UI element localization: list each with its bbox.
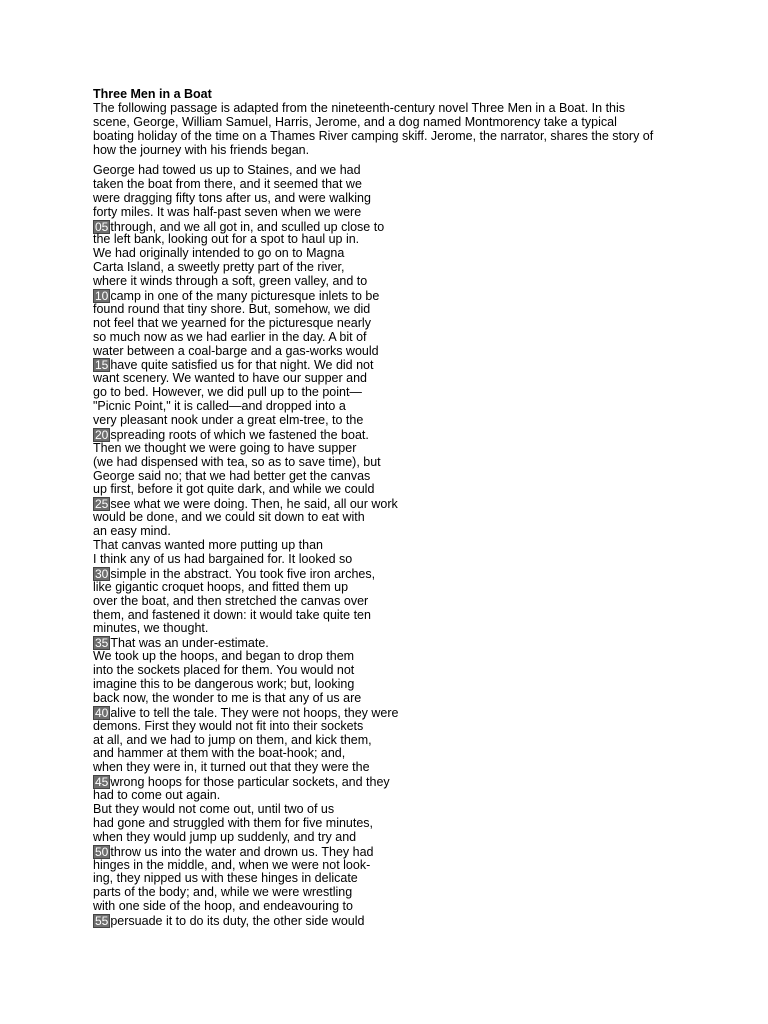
passage-line-text: at all, and we had to jump on them, and kick them, <box>93 732 372 747</box>
passage-line <box>93 914 683 928</box>
passage-line <box>93 581 683 595</box>
passage-line-text: hinges in the middle, and, when we were not look- <box>93 857 371 872</box>
passage-line <box>93 650 683 664</box>
line-number-badge: 20 <box>95 427 109 442</box>
passage-line-text: where it winds through a soft, green valley, and to <box>93 274 368 289</box>
passage-line-text: found round that tiny shore. But, somehow, we did <box>93 301 371 316</box>
passage-line-text: imagine this to be dangerous work; but, looking <box>93 676 355 691</box>
passage-line <box>93 358 683 372</box>
line-number-badge: 25 <box>95 497 109 512</box>
passage-line <box>93 595 683 609</box>
passage-line <box>93 678 683 692</box>
passage-line-text: Carta Island, a sweetly pretty part of the river, <box>93 260 345 275</box>
passage-line <box>93 845 683 859</box>
passage-line-text: had gone and struggled with them for five minutes, <box>93 815 374 830</box>
passage-line-text: But they would not come out, until two of us <box>93 801 335 816</box>
line-number-badge: 55 <box>95 914 109 929</box>
passage-line <box>93 178 683 192</box>
passage-line-text: persuade it to do its duty, the other side would <box>110 914 365 929</box>
passage-line-text: into the sockets placed for them. You would not <box>93 663 355 678</box>
passage-line-text: were dragging fifty tons after us, and were walking <box>93 190 371 205</box>
passage-line <box>93 317 683 331</box>
passage-line-text: minutes, we thought. <box>93 621 209 636</box>
passage-line-text: George had towed us up to Staines, and we had <box>93 163 361 177</box>
passage-line-text: We took up the hoops, and began to drop them <box>93 649 355 664</box>
passage-line <box>93 428 683 442</box>
intro-line: how the journey with his friends began. <box>93 143 310 157</box>
passage-line-text: That was an under-estimate. <box>110 636 269 651</box>
passage-line-text: not feel that we yearned for the picturesque nearly <box>93 315 371 330</box>
passage-line <box>93 164 683 178</box>
passage-line-text: want scenery. We wanted to have our supper and <box>93 371 368 386</box>
passage-line-text: back now, the wonder to me is that any of us are <box>93 690 362 705</box>
passage-line-text: very pleasant nook under a great elm-tree, to the <box>93 413 364 428</box>
passage-line <box>93 720 683 734</box>
passage-line-text: water between a coal-barge and a gas-works would <box>93 343 379 358</box>
document-page <box>93 87 683 928</box>
passage-line <box>93 220 683 234</box>
passage-line-text: parts of the body; and, while we were wrestling <box>93 885 353 900</box>
intro-line: boating holiday of the time on a Thames River camping skiff. Jerome, the narrator, shares the story of <box>93 129 654 143</box>
passage-line <box>93 789 683 803</box>
passage-line <box>93 275 683 289</box>
line-number-badge: 10 <box>95 289 109 304</box>
passage-line <box>93 831 683 845</box>
passage-line-text: the left bank, looking out for a spot to haul up in. <box>93 232 360 247</box>
passage-line-text: wrong hoops for those particular sockets, and they <box>110 775 390 790</box>
passage-line-text: simple in the abstract. You took five iron arches, <box>110 566 376 581</box>
passage-line-text: forty miles. It was half-past seven when we were <box>93 204 362 219</box>
passage-line <box>93 525 683 539</box>
line-number-badge: 35 <box>95 636 109 651</box>
passage-line <box>93 192 683 206</box>
passage-line-text: throw us into the water and drown us. They had <box>110 844 374 859</box>
passage-line-text: Then we thought we were going to have supper <box>93 440 357 455</box>
passage-line <box>93 664 683 678</box>
passage-line <box>93 414 683 428</box>
passage-line-text: George said no; that we had better get the canvas <box>93 468 371 483</box>
passage-line <box>93 567 683 581</box>
passage-line-text: I think any of us had bargained for. It looked so <box>93 551 353 566</box>
line-number-badge: 50 <box>95 844 109 859</box>
passage-line <box>93 233 683 247</box>
passage-line-text: when they were in, it turned out that they were the <box>93 760 370 775</box>
intro-line: scene, George, William Samuel, Harris, Jerome, and a dog named Montmorency take a typical <box>93 115 617 129</box>
intro-paragraph <box>93 101 683 157</box>
passage-line <box>93 859 683 873</box>
passage-line <box>93 483 683 497</box>
passage-line <box>93 400 683 414</box>
passage-line-text: That canvas wanted more putting up than <box>93 538 324 553</box>
passage-line <box>93 345 683 359</box>
passage-line-text: would be done, and we could sit down to eat with <box>93 510 365 525</box>
passage-line-text: alive to tell the tale. They were not hoops, they were <box>110 705 399 720</box>
passage-line <box>93 636 683 650</box>
passage-line <box>93 872 683 886</box>
passage-line <box>93 372 683 386</box>
passage-line <box>93 470 683 484</box>
line-number-badge: 40 <box>95 705 109 720</box>
line-number-badge: 05 <box>95 219 109 234</box>
passage-line <box>93 511 683 525</box>
passage-line <box>93 303 683 317</box>
line-number-badge: 45 <box>95 775 109 790</box>
passage-line-text: have quite satisfied us for that night. We did not <box>110 358 374 373</box>
passage-line <box>93 553 683 567</box>
passage-line-text: taken the boat from there, and it seemed that we <box>93 176 362 191</box>
passage-line <box>93 539 683 553</box>
passage-line <box>93 900 683 914</box>
passage-title: Three Men in a Boat <box>93 87 212 101</box>
passage-line-text: spreading roots of which we fastened the boat. <box>110 427 369 442</box>
passage-line-text: demons. First they would not fit into their sockets <box>93 718 364 733</box>
passage-line <box>93 734 683 748</box>
passage-line-text: and hammer at them with the boat-hook; and, <box>93 746 346 761</box>
passage-line <box>93 386 683 400</box>
passage-line <box>93 206 683 220</box>
passage-line-text: when they would jump up suddenly, and try and <box>93 829 357 844</box>
passage-line <box>93 247 683 261</box>
passage-line <box>93 886 683 900</box>
passage-line <box>93 442 683 456</box>
passage-line <box>93 761 683 775</box>
passage-line-text: through, and we all got in, and sculled up close to <box>110 219 385 234</box>
passage-line-text: over the boat, and then stretched the canvas over <box>93 593 369 608</box>
passage-line <box>93 331 683 345</box>
passage-line-text: go to bed. However, we did pull up to the point— <box>93 385 362 400</box>
line-number-badge: 30 <box>95 566 109 581</box>
passage-line-text: an easy mind. <box>93 524 171 539</box>
passage-line <box>93 289 683 303</box>
line-number-badge: 15 <box>95 358 109 373</box>
passage-line <box>93 747 683 761</box>
passage-line <box>93 692 683 706</box>
passage-line-text: up first, before it got quite dark, and while we could <box>93 482 375 497</box>
passage-line <box>93 609 683 623</box>
passage-line-text: (we had dispensed with tea, so as to save time), but <box>93 454 381 469</box>
passage-line-text: them, and fastened it down: it would take quite ten <box>93 607 371 622</box>
passage-line-text: "Picnic Point," it is called—and dropped into a <box>93 399 346 414</box>
passage-line <box>93 456 683 470</box>
passage-body <box>93 164 683 928</box>
passage-line <box>93 261 683 275</box>
passage-line-text: with one side of the hoop, and endeavouring to <box>93 899 353 914</box>
passage-line <box>93 803 683 817</box>
passage-line <box>93 706 683 720</box>
passage-line <box>93 817 683 831</box>
passage-line-text: like gigantic croquet hoops, and fitted them up <box>93 579 349 594</box>
passage-line <box>93 622 683 636</box>
passage-line-text: We had originally intended to go on to Magna <box>93 246 345 261</box>
passage-line <box>93 775 683 789</box>
passage-line-text: see what we were doing. Then, he said, all our work <box>110 497 398 512</box>
passage-line-text: ing, they nipped us with these hinges in delicate <box>93 871 358 886</box>
passage-line <box>93 497 683 511</box>
passage-line-text: so much now as we had earlier in the day. A bit of <box>93 329 367 344</box>
passage-line-text: camp in one of the many picturesque inlets to be <box>110 289 380 304</box>
intro-line: The following passage is adapted from the nineteenth-century novel Three Men in a Boat. In this <box>93 101 626 115</box>
passage-line-text: had to come out again. <box>93 788 221 803</box>
